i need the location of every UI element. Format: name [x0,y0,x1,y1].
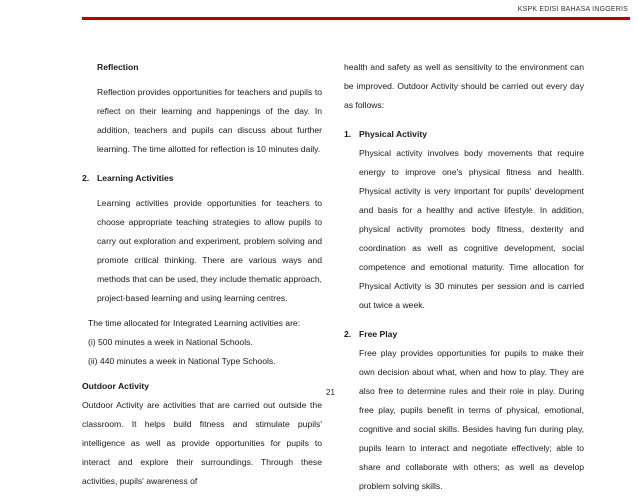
time-list-item-1: (i) 500 minutes a week in National Schools. [88,337,253,347]
left-column [82,58,322,491]
outdoor-activity-heading: Outdoor Activity [82,381,149,391]
right-column [344,58,584,496]
learning-activities-number: 2. [82,173,90,183]
learning-activities-heading [82,169,322,188]
reflection-heading: Reflection [97,62,139,72]
free-play-title: Free Play [359,329,398,339]
physical-activity-title: Physical Activity [359,129,427,139]
time-allocated-text: The time allocated for Integrated Learning activities are: [88,318,301,328]
free-play-heading [344,325,584,344]
physical-activity-heading [344,125,584,144]
time-list-item-2: (ii) 440 minutes a week in National Type Schools. [88,356,276,366]
outdoor-activity-paragraph: Outdoor Activity are activities that are carried out outside the classroom. It helps build fitness and stimulate pupils' intelligence as well as provide opportunities for pupils to interact and explore their surroundings. Through these activities, pupils' awareness of [82,400,322,486]
learning-activities-title: Learning Activities [97,173,174,183]
page-number: 21 [326,388,335,397]
running-header: KSPK EDISI BAHASA INGGERIS [517,6,628,13]
physical-activity-number: 1. [344,129,352,139]
physical-activity-paragraph: Physical activity involves body movements that require energy to improve one's physical fitness and health. Physical activity is very important for pupils' development and basis for a healthy and active lifestyle. In addition, physical activity promotes body fitness, dexterity and coordination as well as cognitive development, social competence and emotional maturity. Time allocation for Physical Activity is 30 minutes per session and is carried out twice a week. [359,148,584,310]
free-play-number: 2. [344,329,352,339]
free-play-paragraph: Free play provides opportunities for pupils to make their own decision about what, when and how to play. They are also free to determine rules and their role in play. During free play, pupils benefit in terms of physical, emotional, cognitive and social skills. Besides having fun during play, pupils learn to interact and negotiate effectively; able to share and collaborate with others; as well as develop problem solving skills. [359,348,584,491]
header-rule [82,17,630,20]
learning-activities-paragraph: Learning activities provide opportunities for teachers to choose appropriate teaching strategies to allow pupils to carry out exploration and experiment, problem solving and promote critical thinking. There are various ways and methods that can be used, they include thematic approach, project-based learning and using learning centres. [97,198,323,303]
continuation-paragraph: health and safety as well as sensitivity to the environment can be improved. Outdoor Activity should be carried out every day as follows: [344,62,584,110]
reflection-paragraph: Reflection provides opportunities for teachers and pupils to reflect on their learning and happenings of the day. In addition, teachers and pupils can discuss about further learning. The time allotted for reflection is 10 minutes daily. [97,87,322,154]
